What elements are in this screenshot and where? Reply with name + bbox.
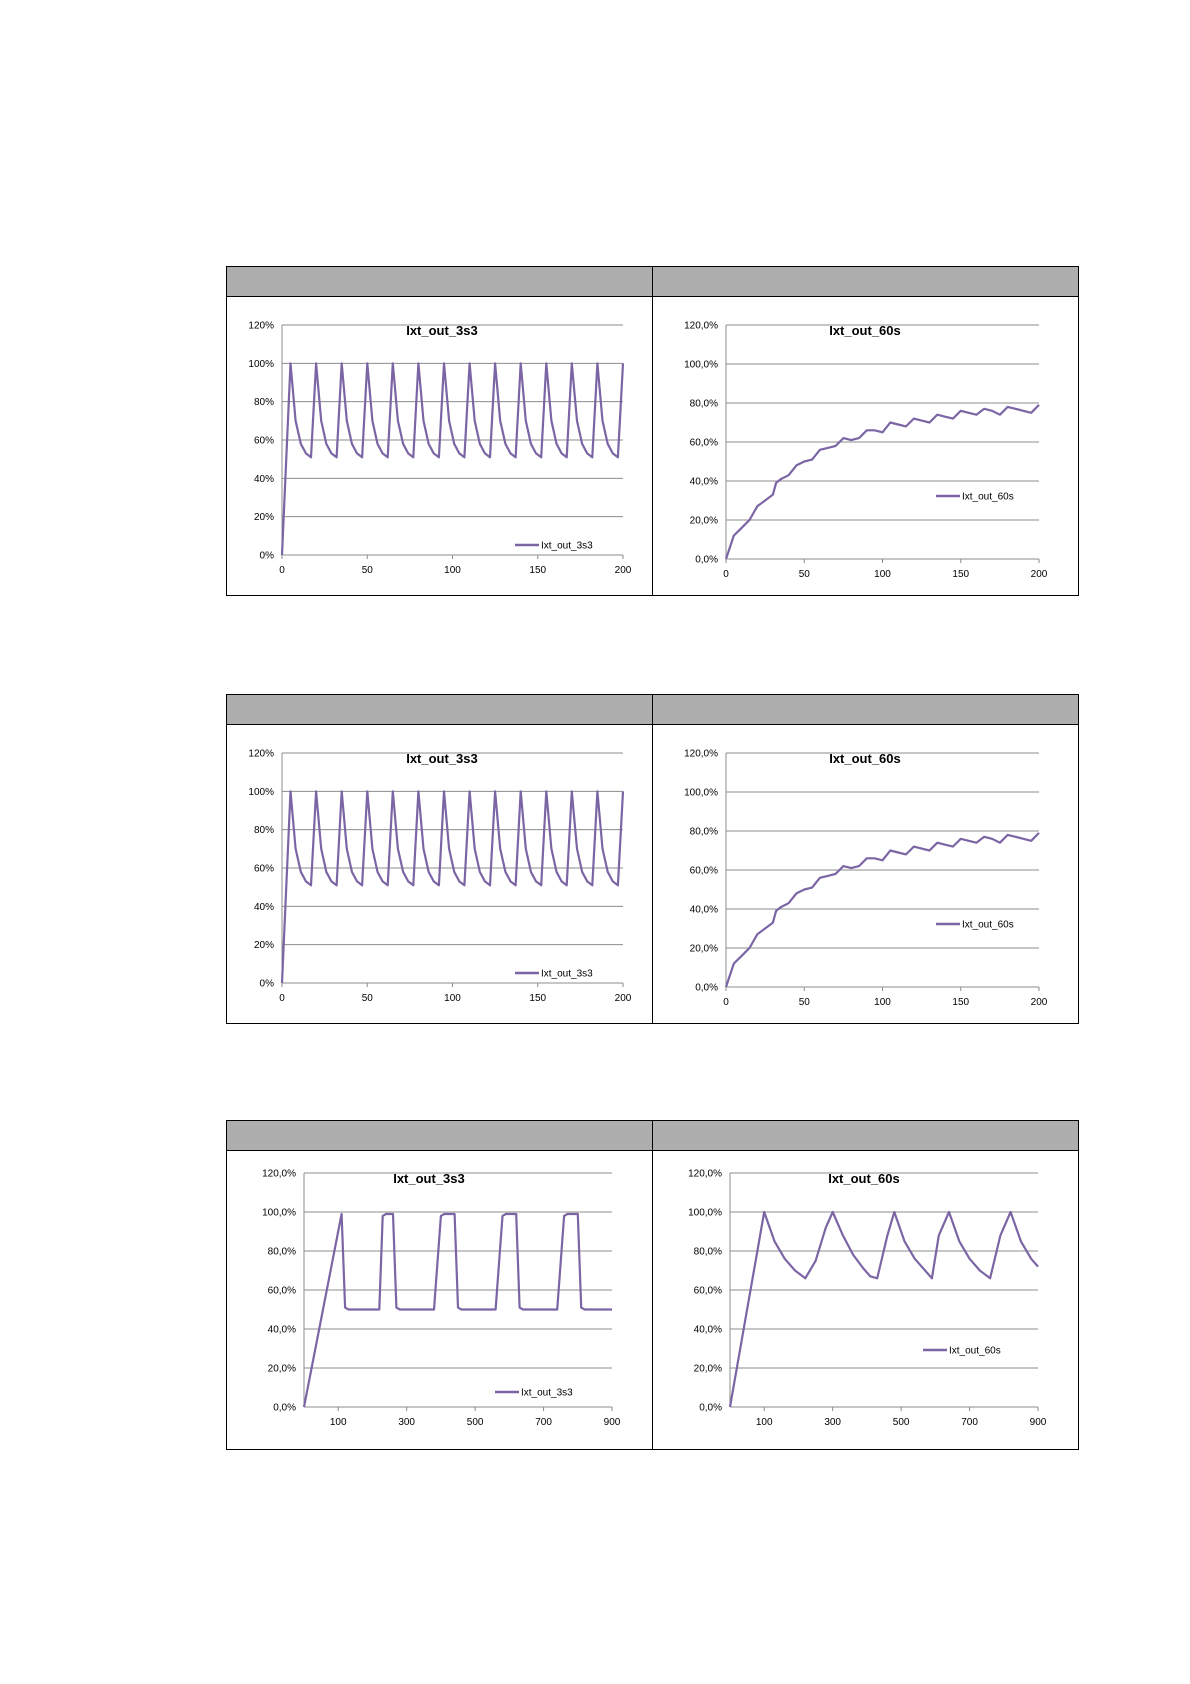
y-tick-label: 120,0% bbox=[684, 748, 718, 760]
x-tick-label: 900 bbox=[603, 1417, 621, 1428]
chart-ixt-out-3s3 bbox=[227, 725, 652, 1023]
x-tick-label: 100 bbox=[755, 1417, 773, 1428]
legend-label: Ixt_out_3s3 bbox=[541, 540, 593, 552]
y-tick-label: 120% bbox=[248, 320, 274, 332]
chart-title: Ixt_out_60s bbox=[829, 323, 901, 338]
x-tick-label: 150 bbox=[952, 997, 970, 1008]
chart-panel bbox=[652, 725, 1078, 1023]
y-tick-label: 100,0% bbox=[684, 787, 718, 799]
x-tick-label: 0 bbox=[723, 997, 729, 1008]
y-tick-label: 120,0% bbox=[684, 320, 718, 332]
y-tick-label: 60,0% bbox=[267, 1285, 296, 1297]
x-tick-label: 900 bbox=[1029, 1417, 1047, 1428]
series-line bbox=[726, 405, 1039, 559]
x-tick-label: 0 bbox=[723, 569, 729, 580]
y-tick-label: 0% bbox=[259, 550, 274, 562]
legend-label: Ixt_out_3s3 bbox=[521, 1387, 573, 1399]
series-line bbox=[726, 833, 1039, 987]
y-tick-label: 80,0% bbox=[693, 1246, 722, 1258]
chart-ixt-out-3s3 bbox=[227, 1151, 652, 1449]
chart-block-1 bbox=[226, 266, 1079, 596]
y-tick-label: 60,0% bbox=[689, 865, 718, 877]
y-tick-label: 40,0% bbox=[689, 904, 718, 916]
y-tick-label: 0,0% bbox=[699, 1402, 722, 1414]
y-tick-label: 0% bbox=[259, 978, 274, 990]
chart-panel bbox=[227, 1151, 652, 1449]
x-tick-label: 150 bbox=[529, 993, 547, 1004]
y-tick-label: 80,0% bbox=[267, 1246, 296, 1258]
y-tick-label: 100% bbox=[248, 358, 274, 370]
x-tick-label: 300 bbox=[398, 1417, 416, 1428]
y-tick-label: 20,0% bbox=[267, 1363, 296, 1375]
y-tick-label: 40% bbox=[253, 901, 274, 913]
chart-panel bbox=[227, 297, 652, 595]
x-tick-label: 100 bbox=[329, 1417, 347, 1428]
y-tick-label: 60,0% bbox=[689, 437, 718, 449]
y-tick-label: 20% bbox=[253, 940, 274, 952]
chart-title: Ixt_out_60s bbox=[829, 751, 901, 766]
x-tick-label: 200 bbox=[1030, 997, 1048, 1008]
y-tick-label: 0,0% bbox=[273, 1402, 296, 1414]
x-tick-label: 200 bbox=[1030, 569, 1048, 580]
y-tick-label: 0,0% bbox=[695, 982, 718, 994]
y-tick-label: 80% bbox=[253, 825, 274, 837]
chart-block-2 bbox=[226, 694, 1079, 1024]
chart-ixt-out-60s bbox=[653, 1151, 1078, 1449]
x-tick-label: 100 bbox=[874, 997, 891, 1008]
y-tick-label: 20,0% bbox=[693, 1363, 722, 1375]
x-tick-label: 500 bbox=[466, 1417, 484, 1428]
header-cell bbox=[652, 695, 1078, 724]
y-tick-label: 40,0% bbox=[693, 1324, 722, 1336]
y-tick-label: 60,0% bbox=[693, 1285, 722, 1297]
y-tick-label: 20,0% bbox=[689, 943, 718, 955]
header-cell bbox=[227, 1121, 652, 1150]
header-cell bbox=[227, 695, 652, 724]
chart-ixt-out-3s3 bbox=[227, 297, 652, 595]
x-tick-label: 200 bbox=[614, 565, 632, 576]
chart-block-3 bbox=[226, 1120, 1079, 1450]
x-tick-label: 200 bbox=[614, 993, 632, 1004]
x-tick-label: 100 bbox=[444, 565, 461, 576]
y-tick-label: 60% bbox=[253, 863, 274, 875]
legend-label: Ixt_out_60s bbox=[962, 919, 1014, 931]
legend-label: Ixt_out_60s bbox=[949, 1345, 1001, 1357]
y-tick-label: 40,0% bbox=[267, 1324, 296, 1336]
x-tick-label: 150 bbox=[529, 565, 547, 576]
y-tick-label: 40,0% bbox=[689, 476, 718, 488]
x-tick-label: 50 bbox=[798, 997, 810, 1008]
table-header-row bbox=[227, 695, 1078, 725]
chart-title: Ixt_out_3s3 bbox=[393, 1171, 465, 1186]
y-tick-label: 100,0% bbox=[684, 359, 718, 371]
y-tick-label: 100,0% bbox=[688, 1207, 722, 1219]
chart-ixt-out-60s bbox=[653, 297, 1078, 595]
table-header-row bbox=[227, 267, 1078, 297]
y-tick-label: 20,0% bbox=[689, 515, 718, 527]
y-tick-label: 80,0% bbox=[689, 398, 718, 410]
x-tick-label: 300 bbox=[824, 1417, 842, 1428]
y-tick-label: 40% bbox=[253, 473, 274, 485]
table-header-row bbox=[227, 1121, 1078, 1151]
header-cell bbox=[227, 267, 652, 296]
y-tick-label: 100,0% bbox=[262, 1207, 296, 1219]
x-tick-label: 100 bbox=[444, 993, 461, 1004]
y-tick-label: 120,0% bbox=[262, 1168, 296, 1180]
header-cell bbox=[652, 267, 1078, 296]
series-line bbox=[282, 791, 623, 983]
chart-panel bbox=[652, 297, 1078, 595]
series-line bbox=[282, 363, 623, 555]
chart-title: Ixt_out_3s3 bbox=[406, 751, 478, 766]
x-tick-label: 100 bbox=[874, 569, 891, 580]
x-tick-label: 700 bbox=[961, 1417, 978, 1428]
series-line bbox=[304, 1214, 612, 1407]
x-tick-label: 500 bbox=[892, 1417, 910, 1428]
y-tick-label: 100% bbox=[248, 786, 274, 798]
x-tick-label: 50 bbox=[361, 565, 373, 576]
x-tick-label: 50 bbox=[361, 993, 373, 1004]
legend-label: Ixt_out_3s3 bbox=[541, 968, 593, 980]
y-tick-label: 20% bbox=[253, 512, 274, 524]
x-tick-label: 150 bbox=[952, 569, 970, 580]
y-tick-label: 120% bbox=[248, 748, 274, 760]
y-tick-label: 60% bbox=[253, 435, 274, 447]
series-line bbox=[730, 1212, 1038, 1407]
chart-panel bbox=[227, 725, 652, 1023]
chart-title: Ixt_out_60s bbox=[828, 1171, 900, 1186]
x-tick-label: 0 bbox=[279, 565, 285, 576]
y-tick-label: 80% bbox=[253, 397, 274, 409]
chart-title: Ixt_out_3s3 bbox=[406, 323, 478, 338]
x-tick-label: 50 bbox=[798, 569, 810, 580]
chart-ixt-out-60s bbox=[653, 725, 1078, 1023]
y-tick-label: 80,0% bbox=[689, 826, 718, 838]
y-tick-label: 0,0% bbox=[695, 554, 718, 566]
header-cell bbox=[652, 1121, 1078, 1150]
legend-label: Ixt_out_60s bbox=[962, 491, 1014, 503]
x-tick-label: 700 bbox=[535, 1417, 552, 1428]
chart-panel bbox=[652, 1151, 1078, 1449]
x-tick-label: 0 bbox=[279, 993, 285, 1004]
y-tick-label: 120,0% bbox=[688, 1168, 722, 1180]
